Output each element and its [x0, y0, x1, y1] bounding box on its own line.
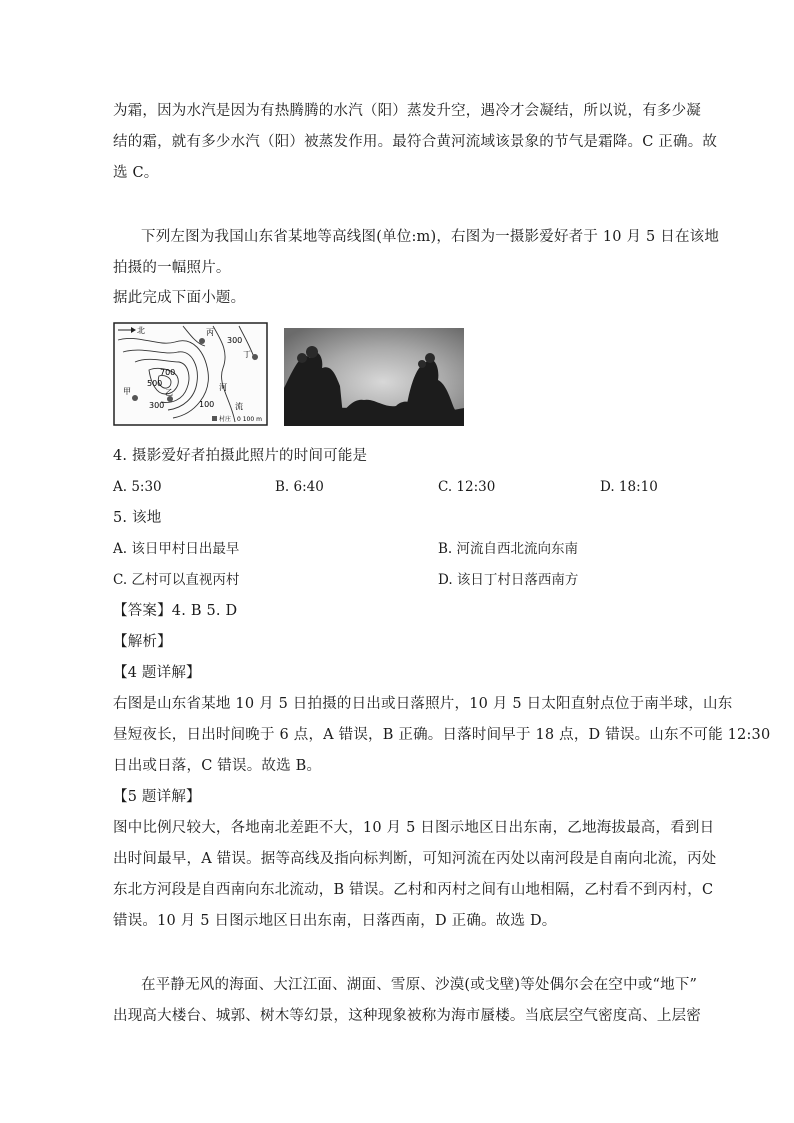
intro-line: 据此完成下面小题。 [113, 290, 246, 306]
village-icon [252, 354, 258, 360]
sunrise-photo [284, 328, 464, 426]
q5-option-b: B. 河流自西北流向东南 [438, 541, 579, 557]
q4-option-c: C. 12:30 [438, 479, 496, 495]
north-label: 北 [137, 326, 145, 335]
detail-5-line: 图中比例尺较大，各地南北差距不大，10 月 5 日图示地区日出东南，乙地海拔最高，看到日 [113, 820, 715, 836]
village-ding: 丁 [243, 350, 251, 359]
detail-5-title: 【5 题详解】 [113, 789, 201, 805]
detail-4-line: 右图是山东省某地 10 月 5 日拍摄的日出或日落照片，10 月 5 日太阳直射点位于南半球，山东 [113, 696, 733, 712]
detail-5-line: 东北方河段是自西南向东北流动，B 错误。乙村和丙村之间有山地相隔，乙村看不到丙村，C [113, 882, 714, 898]
analysis-label: 【解析】 [113, 634, 172, 650]
detail-4-line: 昼短夜长，日出时间晚于 6 点，A 错误，B 正确。日落时间早于 18 点，D 错误。山东不可能 12:30 [113, 727, 771, 743]
village-icon [132, 395, 138, 401]
contour-label: 300 [149, 401, 165, 410]
paragraph-line: 结的霜，就有多少水汽（阳）被蒸发作用。最符合黄河流域该景象的节气是霜降。C 正确。故 [113, 134, 718, 150]
question-5-stem: 5. 该地 [113, 510, 162, 526]
contour-label: 100 [199, 400, 215, 409]
contour-label: 300 [227, 336, 243, 345]
detail-5-line: 错误。10 月 5 日图示地区日出东南，日落西南，D 正确。故选 D。 [113, 913, 557, 929]
q5-option-d: D. 该日丁村日落西南方 [438, 572, 579, 588]
intro-line: 下列左图为我国山东省某地等高线图(单位:m)，右图为一摄影爱好者于 10 月 5 日在该地 [141, 229, 720, 245]
next-paragraph-line: 出现高大楼台、城郭、树木等幻景，这种现象被称为海市蜃楼。当底层空气密度高、上层密 [113, 1008, 701, 1024]
intro-line: 拍摄的一幅照片。 [113, 260, 231, 276]
river-label: 流 [235, 402, 243, 411]
paragraph-line: 选 C。 [113, 165, 159, 181]
question-4-stem: 4. 摄影爱好者拍摄此照片的时间可能是 [113, 448, 368, 464]
q5-option-a: A. 该日甲村日出最早 [113, 541, 240, 557]
legend-village: 村庄 [219, 416, 232, 423]
village-yi: 乙 [165, 388, 173, 397]
river-label: 河 [219, 383, 227, 392]
contour-label: 500 [147, 379, 163, 388]
detail-4-line: 日出或日落，C 错误。故选 B。 [113, 758, 322, 774]
q4-option-b: B. 6:40 [275, 479, 324, 495]
next-paragraph-line: 在平静无风的海面、大江江面、湖面、雪原、沙漠(或戈壁)等处偶尔会在空中或“地下” [141, 977, 698, 993]
legend-scale: 0 100 m [237, 416, 262, 423]
detail-4-title: 【4 题详解】 [113, 665, 201, 681]
q4-option-d: D. 18:10 [600, 479, 658, 495]
q4-option-a: A. 5:30 [113, 479, 162, 495]
village-icon [199, 338, 205, 344]
detail-5-line: 出时间最早，A 错误。据等高线及指向标判断，可知河流在丙处以南河段是自南向北流，丙处 [113, 851, 717, 867]
paragraph-line: 为霜，因为水汽是因为有热腾腾的水汽（阳）蒸发升空，遇冷才会凝结，所以说，有多少凝 [113, 103, 701, 119]
q5-option-c: C. 乙村可以直视丙村 [113, 572, 240, 588]
village-bing: 丙 [206, 328, 214, 337]
legend-village-icon [212, 416, 217, 421]
contour-label: 700 [160, 368, 176, 377]
village-jia: 甲 [123, 387, 131, 396]
answer-line: 【答案】4. B 5. D [113, 603, 238, 619]
contour-map [113, 322, 268, 426]
